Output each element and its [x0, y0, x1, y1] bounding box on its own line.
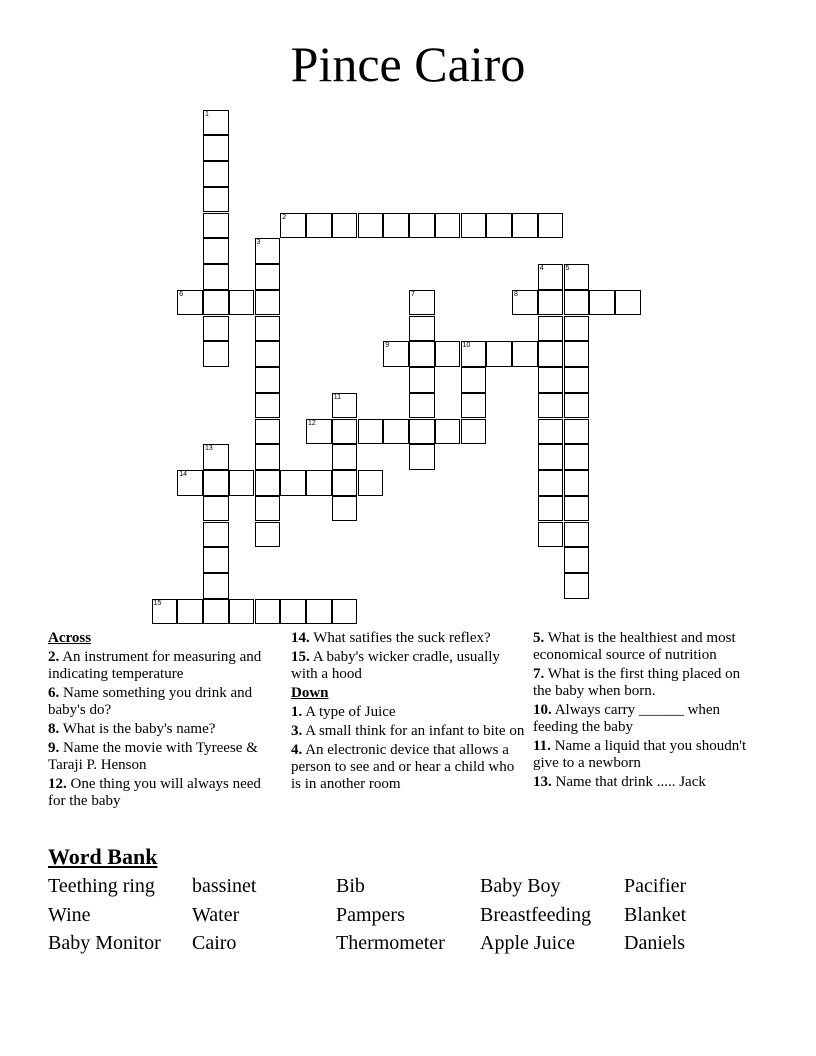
crossword-cell[interactable]	[409, 290, 435, 316]
clue-text: A small think for an infant to bite on	[305, 723, 525, 739]
crossword-cell[interactable]	[538, 419, 564, 445]
crossword-cell[interactable]	[512, 213, 538, 239]
crossword-cell[interactable]	[255, 470, 281, 496]
clue-across-12	[48, 776, 268, 810]
crossword-cell[interactable]	[538, 496, 564, 522]
clue-number: 9.	[48, 740, 60, 756]
crossword-cell[interactable]	[461, 367, 487, 393]
word-bank-word: Apple Juice	[480, 932, 575, 954]
cell-number: 11	[333, 393, 342, 401]
page-title: Pince Cairo	[290, 36, 526, 92]
down-clues-col-3	[533, 630, 753, 793]
clue-text: Name the movie with Tyreese & Taraji P. Henson	[48, 740, 258, 773]
clue-down-10	[533, 702, 753, 736]
crossword-cell[interactable]	[332, 393, 358, 419]
cell-number: 2	[282, 213, 287, 221]
cell-number: 1	[205, 110, 209, 118]
word-bank-word: Baby Monitor	[48, 932, 161, 954]
crossword-cell[interactable]	[564, 547, 590, 573]
word-bank-heading: Word Bank	[48, 844, 158, 869]
crossword-cell[interactable]	[203, 470, 229, 496]
crossword-cell[interactable]	[409, 419, 435, 445]
cell-number: 9	[385, 342, 390, 350]
crossword-cell[interactable]	[435, 419, 461, 445]
crossword-cell[interactable]	[564, 444, 590, 470]
crossword-cell[interactable]	[409, 341, 435, 367]
cell-number: 7	[411, 290, 415, 298]
crossword-cell[interactable]	[280, 213, 306, 239]
word-bank-word: Blanket	[624, 904, 687, 926]
cell-number: 8	[514, 290, 518, 298]
clue-number: 15.	[291, 649, 310, 665]
crossword-cell[interactable]	[203, 444, 229, 470]
crossword-cell[interactable]	[538, 213, 564, 239]
crossword-cell[interactable]	[177, 290, 203, 316]
crossword-cell[interactable]	[538, 444, 564, 470]
crossword-cell[interactable]	[538, 470, 564, 496]
crossword-cell[interactable]	[409, 316, 435, 342]
crossword-cell[interactable]	[255, 419, 281, 445]
clue-text: Name a liquid that you shoudn't give to a newborn	[533, 738, 747, 771]
clue-number: 14.	[291, 630, 310, 646]
crossword-cell[interactable]	[538, 264, 564, 290]
crossword-cell[interactable]	[486, 213, 512, 239]
crossword-cell[interactable]	[255, 393, 281, 419]
crossword-cell[interactable]	[255, 367, 281, 393]
crossword-cell[interactable]	[280, 470, 306, 496]
crossword-cell[interactable]	[203, 161, 229, 187]
clue-down-3	[291, 723, 526, 740]
crossword-cell[interactable]	[383, 419, 409, 445]
crossword-cell[interactable]	[306, 599, 332, 625]
word-bank-word: Wine	[48, 904, 91, 926]
crossword-cell[interactable]	[461, 393, 487, 419]
clues-col-2	[291, 630, 526, 795]
clue-down-7	[533, 666, 753, 700]
clue-down-5	[533, 630, 753, 664]
crossword-cell[interactable]	[564, 367, 590, 393]
crossword-cell[interactable]	[538, 522, 564, 548]
crossword-cell[interactable]	[152, 599, 178, 625]
cell-number: 15	[153, 599, 162, 607]
clue-number: 5.	[533, 630, 545, 646]
crossword-cell[interactable]	[255, 496, 281, 522]
crossword-cell[interactable]	[564, 470, 590, 496]
word-bank-word: Baby Boy	[480, 875, 561, 897]
crossword-cell[interactable]	[203, 599, 229, 625]
word-bank-word: Bib	[336, 875, 365, 897]
crossword-cell[interactable]	[589, 290, 615, 316]
crossword-cell[interactable]	[177, 470, 203, 496]
clue-across-6	[48, 685, 268, 719]
crossword-cell[interactable]	[203, 187, 229, 213]
crossword-cell[interactable]	[255, 522, 281, 548]
clue-number: 11.	[533, 738, 551, 754]
clue-down-4	[291, 742, 526, 793]
crossword-cell[interactable]	[229, 290, 255, 316]
crossword-cell[interactable]	[255, 238, 281, 264]
crossword-cell[interactable]	[358, 470, 384, 496]
clue-across-8	[48, 721, 268, 738]
crossword-cell[interactable]	[177, 599, 203, 625]
crossword-cell[interactable]	[255, 444, 281, 470]
across-heading: Across	[48, 630, 92, 646]
crossword-cell[interactable]	[383, 341, 409, 367]
crossword-cell[interactable]	[306, 419, 332, 445]
word-bank-word: Cairo	[192, 932, 237, 954]
crossword-cell[interactable]	[564, 522, 590, 548]
crossword-cell[interactable]	[358, 213, 384, 239]
clue-number: 3.	[291, 723, 303, 739]
word-bank-word: Thermometer	[336, 932, 445, 954]
crossword-cell[interactable]	[461, 419, 487, 445]
clue-text: One thing you will always need for the baby	[48, 776, 261, 809]
crossword-cell[interactable]	[255, 599, 281, 625]
crossword-cell[interactable]	[203, 110, 229, 136]
crossword-cell[interactable]	[512, 290, 538, 316]
clue-number: 6.	[48, 685, 60, 701]
crossword-cell[interactable]	[461, 341, 487, 367]
clue-text: Always carry ______ when feeding the baby	[533, 702, 721, 735]
cell-number: 6	[179, 290, 184, 298]
clue-text: What is the healthiest and most economical source of nutrition	[533, 630, 736, 663]
crossword-cell[interactable]	[615, 290, 641, 316]
clue-number: 13.	[533, 774, 552, 790]
clue-text: What satifies the suck reflex?	[313, 630, 491, 646]
clue-text: An electronic device that allows a person to see and or hear a child who is in another room	[291, 742, 515, 792]
crossword-cell[interactable]	[538, 341, 564, 367]
word-bank-word: Water	[192, 904, 240, 926]
word-bank-word: Pacifier	[624, 875, 687, 897]
crossword-cell[interactable]	[203, 135, 229, 161]
crossword-cell[interactable]	[203, 264, 229, 290]
clue-text: What is the first thing placed on the baby when born.	[533, 666, 741, 699]
cell-number: 10	[462, 342, 471, 350]
cell-number: 13	[205, 445, 213, 453]
crossword-cell[interactable]	[564, 290, 590, 316]
crossword-cell[interactable]	[409, 444, 435, 470]
crossword-cell[interactable]	[409, 213, 435, 239]
cell-number: 5	[565, 265, 570, 272]
crossword-cell[interactable]	[332, 470, 358, 496]
crossword-cell[interactable]	[203, 341, 229, 367]
clue-number: 10.	[533, 702, 552, 718]
crossword-cell[interactable]	[564, 419, 590, 445]
crossword-cell[interactable]	[306, 470, 332, 496]
clue-text: What is the baby's name?	[62, 721, 216, 737]
crossword-cell[interactable]	[203, 496, 229, 522]
cell-number: 4	[539, 265, 544, 272]
clue-across-15	[291, 649, 526, 683]
clue-across-14	[291, 630, 526, 647]
clue-number: 7.	[533, 666, 545, 682]
cell-number: 3	[256, 239, 261, 247]
crossword-cell[interactable]	[203, 213, 229, 239]
word-bank-word: Daniels	[624, 932, 686, 954]
clue-number: 4.	[291, 742, 303, 758]
crossword-cell[interactable]	[564, 264, 590, 290]
crossword-cell[interactable]	[203, 522, 229, 548]
crossword-cell[interactable]	[564, 496, 590, 522]
crossword-cell[interactable]	[538, 316, 564, 342]
clue-text: A baby's wicker cradle, usually with a hood	[291, 649, 500, 682]
word-bank-word: bassinet	[192, 875, 257, 897]
crossword-cell[interactable]	[332, 496, 358, 522]
crossword-cell[interactable]	[332, 213, 358, 239]
cell-number: 12	[308, 419, 316, 427]
crossword-cell[interactable]	[564, 316, 590, 342]
crossword-cell[interactable]	[461, 213, 487, 239]
clue-text: An instrument for measuring and indicating temperature	[48, 649, 262, 682]
crossword-cell[interactable]	[409, 367, 435, 393]
crossword-cell[interactable]	[332, 599, 358, 625]
crossword-cell[interactable]	[255, 290, 281, 316]
crossword-cell[interactable]	[538, 290, 564, 316]
crossword-cell[interactable]	[564, 341, 590, 367]
crossword-cell[interactable]	[486, 341, 512, 367]
crossword-cell[interactable]	[435, 341, 461, 367]
crossword-cell[interactable]	[332, 444, 358, 470]
crossword-cell[interactable]	[564, 393, 590, 419]
clue-text: Name that drink ..... Jack	[555, 774, 706, 790]
word-bank-word: Breastfeeding	[480, 904, 592, 926]
crossword-cell[interactable]	[564, 573, 590, 599]
crossword-cell[interactable]	[383, 213, 409, 239]
clue-number: 12.	[48, 776, 67, 792]
crossword-cell[interactable]	[409, 393, 435, 419]
clue-number: 8.	[48, 721, 60, 737]
clue-across-9	[48, 740, 268, 774]
clue-text: A type of Juice	[305, 704, 396, 720]
crossword-cell[interactable]	[255, 316, 281, 342]
down-heading: Down	[291, 685, 329, 701]
crossword-cell[interactable]	[538, 393, 564, 419]
crossword-cell[interactable]	[203, 547, 229, 573]
crossword-cell[interactable]	[255, 341, 281, 367]
crossword-cell[interactable]	[280, 599, 306, 625]
crossword-cell[interactable]	[358, 419, 384, 445]
crossword-cell[interactable]	[229, 470, 255, 496]
clue-down-11	[533, 738, 753, 772]
across-clues-col-1	[48, 630, 268, 812]
crossword-cell[interactable]	[435, 213, 461, 239]
crossword-cell[interactable]	[203, 316, 229, 342]
crossword-cell[interactable]	[512, 341, 538, 367]
clue-down-13	[533, 774, 753, 791]
clue-text: Name something you drink and baby's do?	[48, 685, 253, 718]
crossword-cell[interactable]	[203, 238, 229, 264]
cell-number: 14	[179, 471, 188, 478]
clue-down-1	[291, 704, 526, 721]
clue-across-2	[48, 649, 268, 683]
crossword-cell[interactable]	[306, 213, 332, 239]
crossword-cell[interactable]	[255, 264, 281, 290]
clue-number: 2.	[48, 649, 60, 665]
crossword-cell[interactable]	[203, 290, 229, 316]
word-bank-word: Teething ring	[48, 875, 155, 897]
word-bank-word: Pampers	[336, 904, 405, 926]
crossword-cell[interactable]	[203, 573, 229, 599]
crossword-cell[interactable]	[229, 599, 255, 625]
clue-number: 1.	[291, 704, 303, 720]
crossword-cell[interactable]	[538, 367, 564, 393]
crossword-cell[interactable]	[332, 419, 358, 445]
